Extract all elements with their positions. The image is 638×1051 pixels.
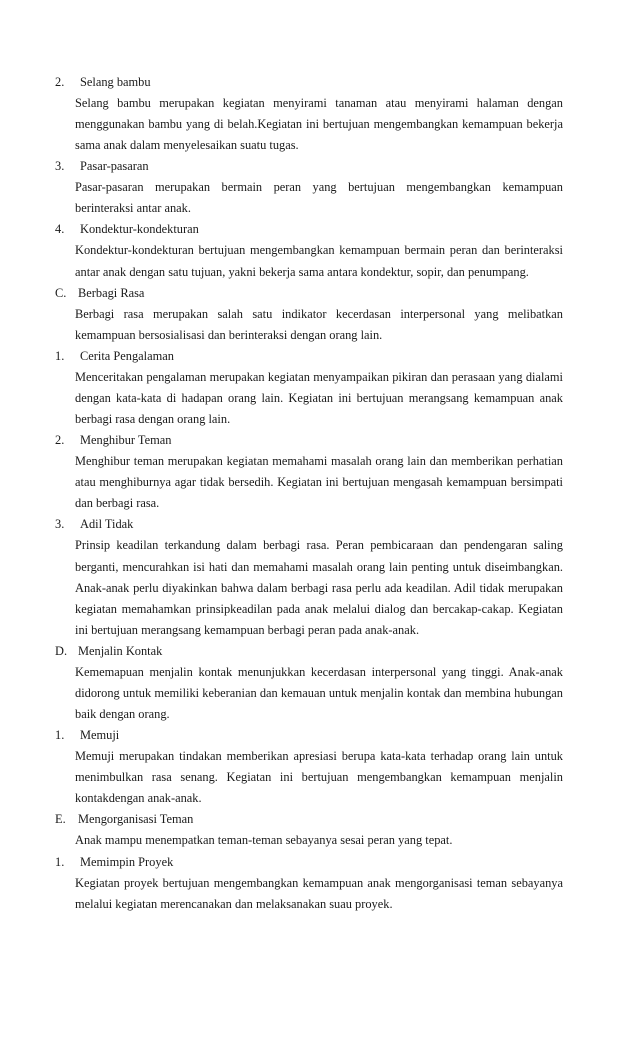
list-item	[55, 514, 563, 640]
section-paragraph: Kememapuan menjalin kontak menunjukkan kecerdasan interpersonal yang tinggi. Anak-anak didorong untuk memiliki keberanian dan kemauan untuk menjalin kontak dan membina hubungan baik dengan orang.	[75, 664, 563, 722]
item-heading	[55, 430, 563, 451]
item-title: Memimpin Proyek	[80, 854, 174, 869]
item-number: 1.	[55, 854, 65, 869]
document-content	[55, 72, 563, 915]
item-paragraph: Menceritakan pengalaman merupakan kegiatan menyampaikan pikiran dan perasaan yang dialami dengan kata-kata di hadapan orang lain. Kegiatan ini bertujuan merangsang kemampuan anak berbagi rasa dengan orang lain.	[75, 369, 563, 427]
list-item	[55, 156, 563, 219]
list-item	[55, 72, 563, 156]
item-heading	[55, 725, 563, 746]
list-item	[55, 725, 563, 809]
item-heading	[55, 852, 563, 873]
section-heading	[55, 809, 563, 830]
item-paragraph: Memuji merupakan tindakan memberikan apresiasi berupa kata-kata terhadap orang lain untuk menimbulkan rasa senang. Kegiatan ini bertujuan mengembangkan kemampuan menjalin kontakdengan anak-anak.	[75, 749, 563, 806]
item-title: Pasar-pasaran	[80, 159, 149, 174]
item-number: 3.	[55, 517, 65, 532]
section-letter: D.	[55, 643, 68, 658]
section-paragraph: Berbagi rasa merupakan salah satu indikator kecerdasan interpersonal yang melibatkan kemampuan bersosialisasi dan berinteraksi dengan orang lain.	[75, 306, 563, 342]
item-title: Cerita Pengalaman	[80, 348, 174, 363]
item-number: 4.	[55, 222, 65, 237]
item-number: 1.	[55, 728, 65, 743]
section	[55, 283, 563, 346]
section-title: Menjalin Kontak	[78, 643, 163, 658]
item-heading	[55, 346, 563, 367]
section	[55, 809, 563, 851]
item-heading	[55, 72, 563, 93]
section-paragraph: Anak mampu menempatkan teman-teman sebayanya sesai peran yang tepat.	[75, 833, 453, 848]
item-number: 3.	[55, 159, 65, 174]
list-item	[55, 852, 563, 915]
section-letter: C.	[55, 285, 67, 300]
item-number: 2.	[55, 433, 65, 448]
section-title: Berbagi Rasa	[78, 285, 145, 300]
item-paragraph: Kegiatan proyek bertujuan mengembangkan kemampuan anak mengorganisasi teman sebayanya melalui kegiatan merencanakan dan melaksanakan suau proyek.	[75, 875, 563, 911]
list-item	[55, 219, 563, 282]
item-title: Menghibur Teman	[80, 433, 172, 448]
section-title: Mengorganisasi Teman	[78, 812, 194, 827]
item-title: Selang bambu	[80, 75, 151, 89]
item-paragraph: Kondektur-kondekturan bertujuan mengembangkan kemampuan bermain peran dan berinteraksi antar anak dengan satu tujuan, yakni bekerja sama antara kondektur, sopir, dan penumpang.	[75, 243, 563, 279]
section-letter: E.	[55, 812, 66, 827]
item-title: Adil Tidak	[80, 517, 134, 532]
item-paragraph: Selang bambu merupakan kegiatan menyirami tanaman atau menyirami halaman dengan menggunakan bambu yang di belah.Kegiatan ini bertujuan mengembangkan kemampuan bekerja sama anak dalam menyelesaikan suatu tugas.	[75, 96, 563, 153]
item-number: 2.	[55, 75, 65, 89]
section-heading	[55, 641, 563, 662]
item-heading	[55, 514, 563, 535]
item-title: Kondektur-kondekturan	[80, 222, 199, 237]
item-heading	[55, 219, 563, 240]
section-heading	[55, 283, 563, 304]
item-paragraph: Pasar-pasaran merupakan bermain peran yang bertujuan mengembangkan kemampuan berinteraksi antar anak.	[75, 180, 563, 216]
item-title: Memuji	[80, 728, 120, 743]
item-paragraph: Prinsip keadilan terkandung dalam berbagi rasa. Peran pembicaraan dan pendengaran saling berganti, mencurahkan isi hati dan memahami masalah orang lain penting untuk diseimbangkan. Anak-anak perlu diyakinkan bahwa dalam berbagi rasa perlu ada keadilan. Adil tidak merupakan kegiatan memahamkan prinsipkeadilan pada anak melalui dialog dan bercakap-cakap. Kegiatan ini bertujuan merangsang kemampuan berbagi peran pada anak-anak.	[75, 538, 563, 637]
list-item	[55, 430, 563, 514]
item-paragraph: Menghibur teman merupakan kegiatan memahami masalah orang lain dan memberikan perhatian atau menghiburnya agar tidak bersedih. Kegiatan ini bertujuan mengasah kemampuan bersimpati dan berbagi rasa.	[75, 454, 563, 511]
list-item	[55, 346, 563, 430]
item-heading	[55, 156, 563, 177]
section	[55, 641, 563, 725]
item-number: 1.	[55, 348, 65, 363]
